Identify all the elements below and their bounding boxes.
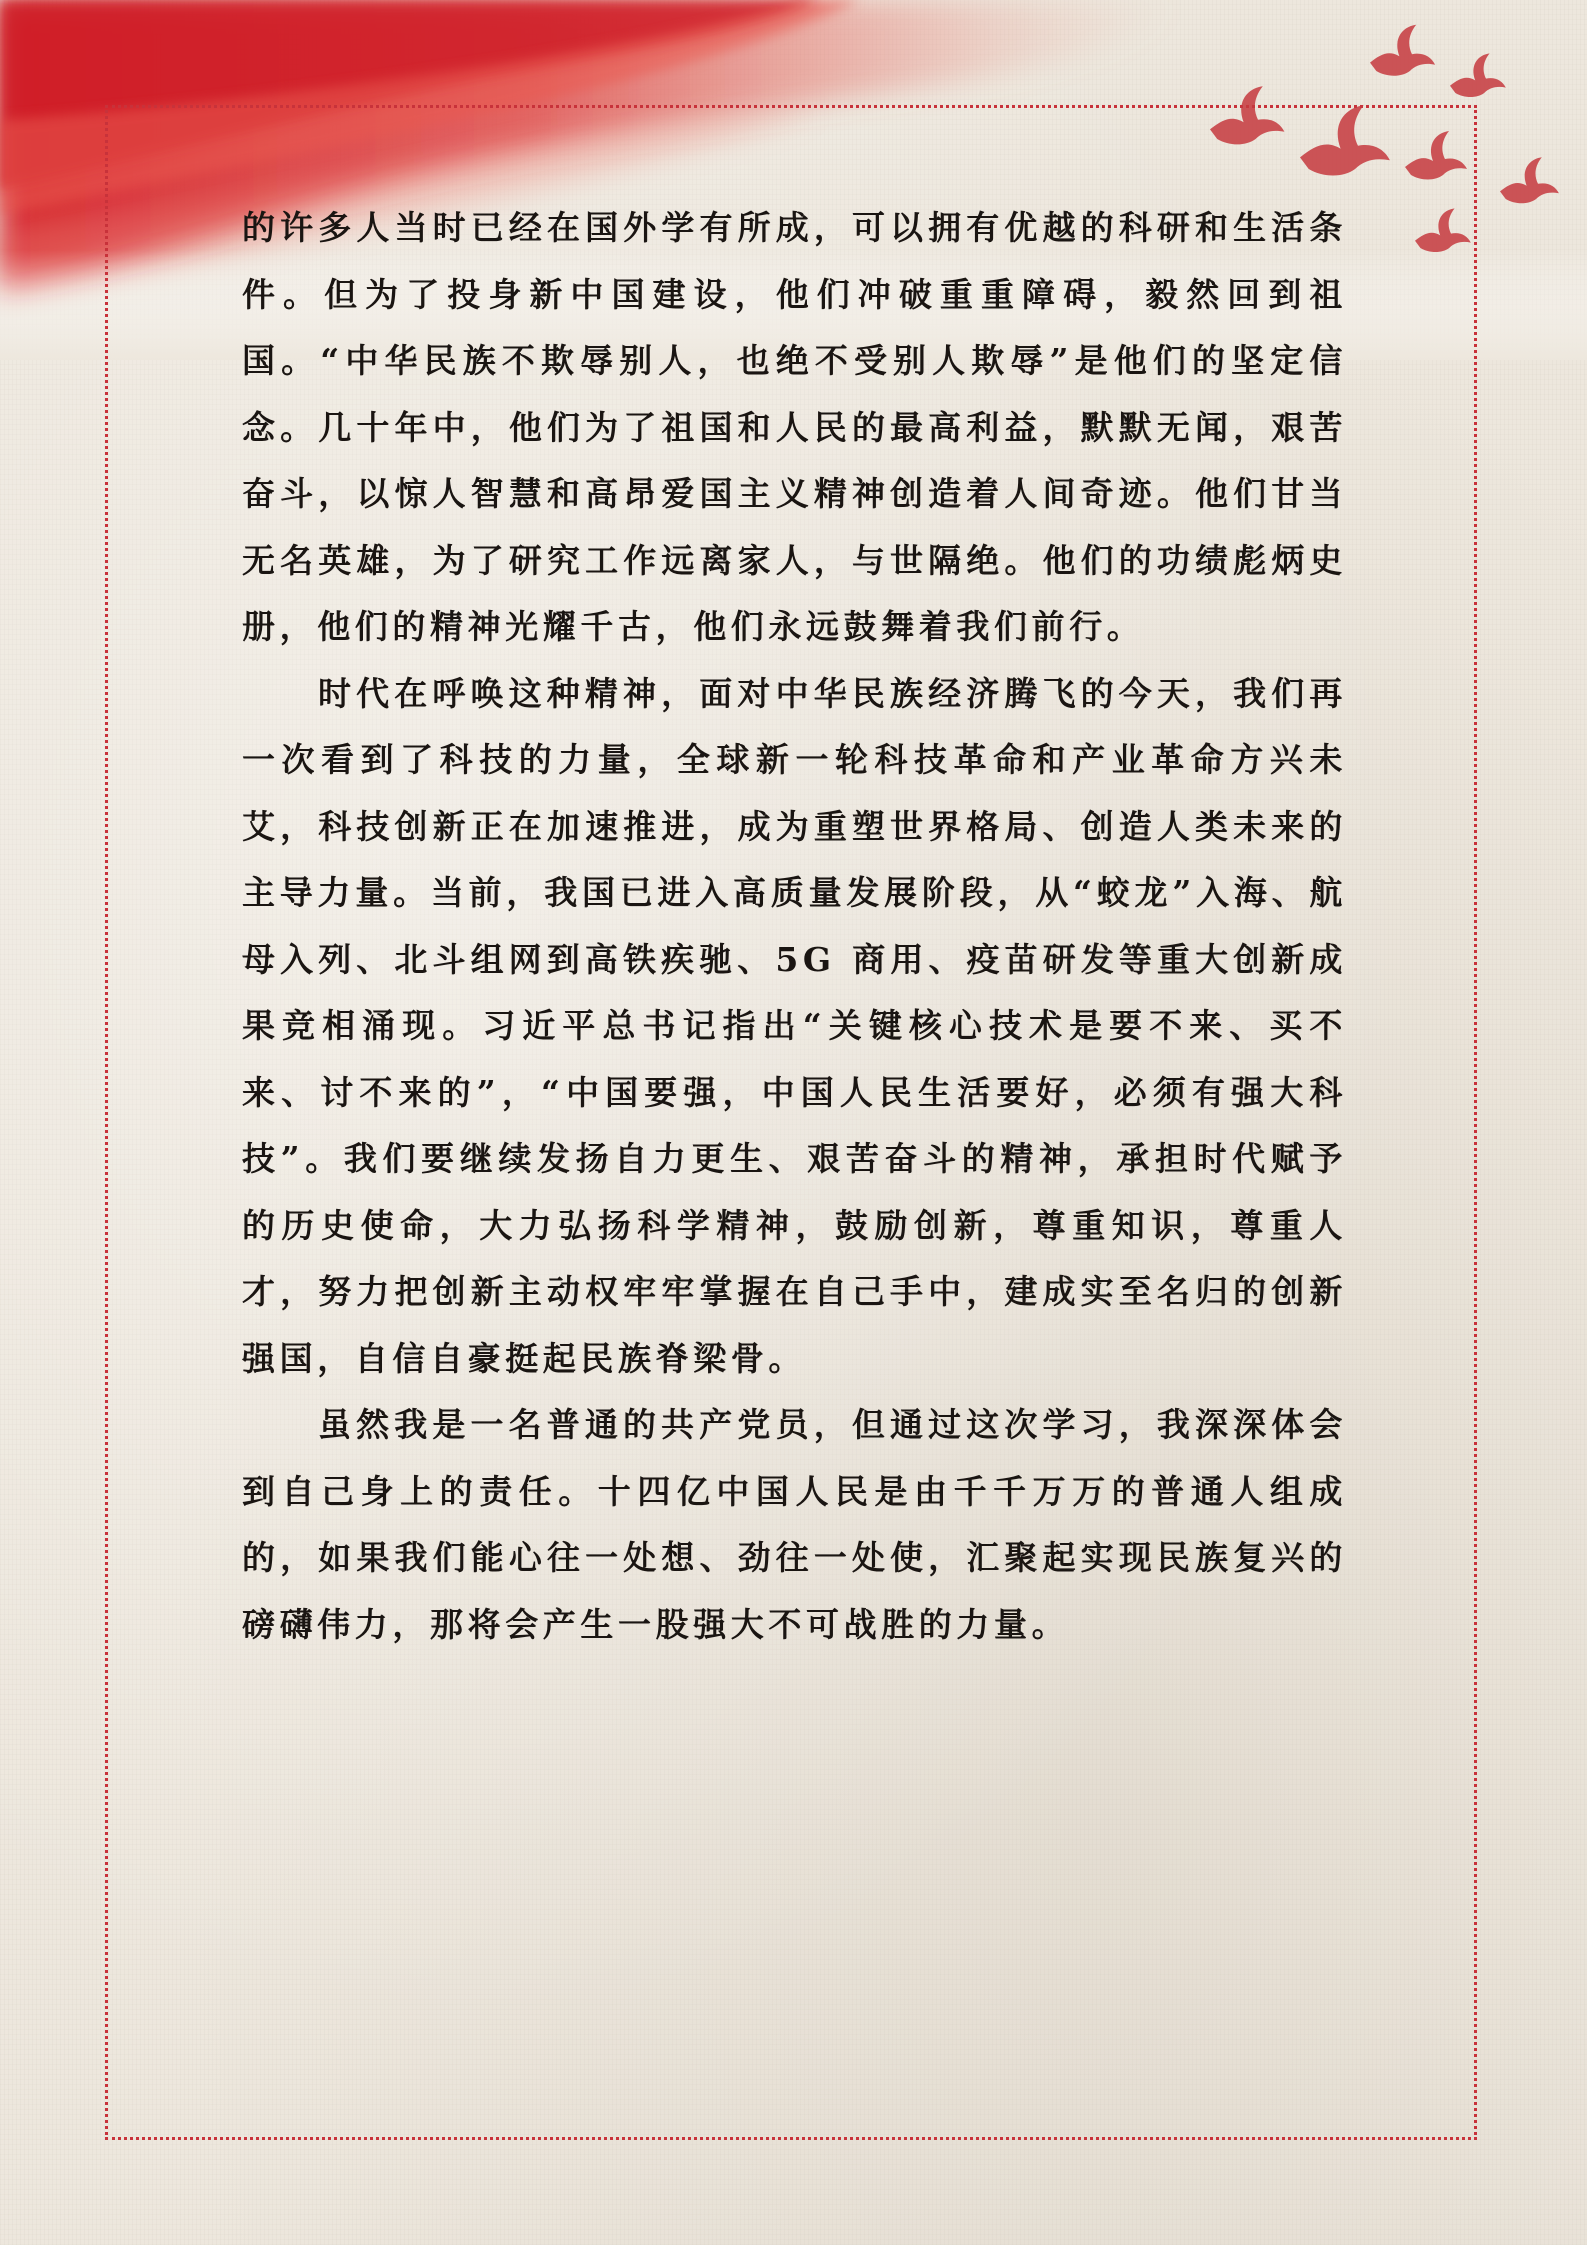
paragraph-2: 时代在呼唤这种精神，面对中华民族经济腾飞的今天，我们再一次看到了科技的力量，全球新一轮科技革命和产业革命方兴未艾，科技创新正在加速推进，成为重塑世界格局、创造人类未来的主导力量。当前，我国已进入高质量发展阶段，从“蛟龙”入海、航母入列、北斗组网到高铁疾驰、5G 商用、疫苗研发等重大创新成果竞相涌现。习近平总书记指出“关键核心技术是要不来、买不来、讨不来的”，“中国要强，中国人民生活要好，必须有强大科技”。我们要继续发扬自力更生、艰苦奋斗的精神，承担时代赋予的历史使命，大力弘扬科学精神，鼓励创新，尊重知识，尊重人才，努力把创新主动权牢牢掌握在自己手中，建成实至名归的创新强国，自信自豪挺起民族脊梁骨。 bbox=[242, 673, 1347, 1378]
article-body bbox=[242, 195, 1347, 1658]
paragraph-1: 的许多人当时已经在国外学有所成，可以拥有优越的科研和生活条件。但为了投身新中国建设，他们冲破重重障碍，毅然回到祖国。“中华民族不欺辱别人，也绝不受别人欺辱”是他们的坚定信念。几十年中，他们为了祖国和人民的最高利益，默默无闻，艰苦奋斗，以惊人智慧和高昂爱国主义精神创造着人间奇迹。他们甘当无名英雄，为了研究工作远离家人，与世隔绝。他们的功绩彪炳史册，他们的精神光耀千古，他们永远鼓舞着我们前行。 bbox=[242, 208, 1347, 646]
paragraph-3: 虽然我是一名普通的共产党员，但通过这次学习，我深深体会到自己身上的责任。十四亿中国人民是由千千万万的普通人组成的，如果我们能心往一处想、劲往一处使，汇聚起实现民族复兴的磅礴伟力，那将会产生一股强大不可战胜的力量。 bbox=[242, 1405, 1347, 1644]
dove-icon bbox=[1370, 25, 1435, 76]
dove-icon bbox=[1415, 208, 1471, 252]
dove-icon bbox=[1300, 105, 1390, 175]
dove-icon bbox=[1500, 157, 1559, 203]
dove-icon bbox=[1210, 86, 1284, 144]
dove-icon bbox=[1405, 131, 1467, 180]
dove-icon bbox=[1450, 53, 1506, 97]
